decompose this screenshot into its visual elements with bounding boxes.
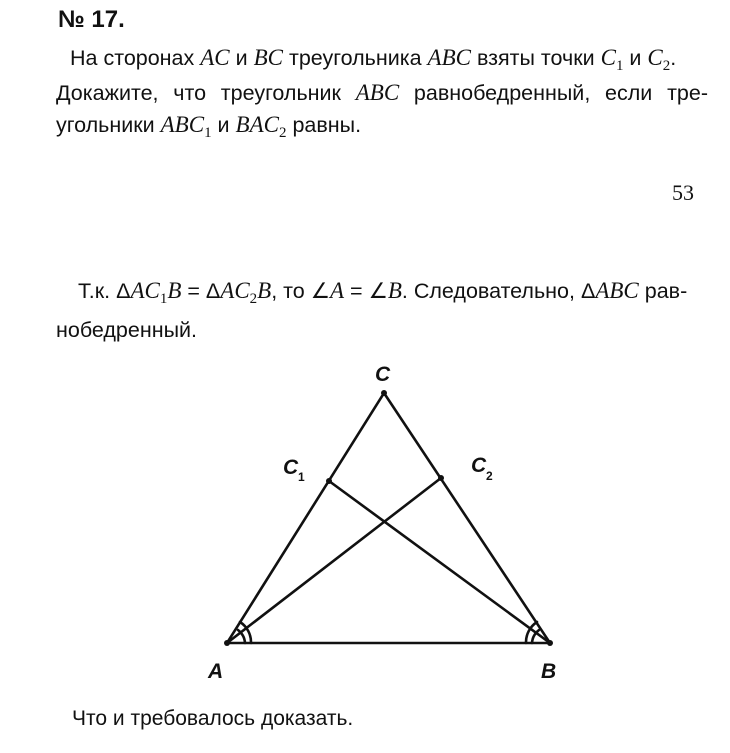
triangle-bac2: $BAC_2$: [235, 112, 287, 141]
word: что: [173, 81, 207, 105]
label-b: B: [541, 660, 557, 683]
label-c1: C: [283, 456, 299, 479]
text-fragment: треугольника: [283, 46, 428, 70]
text-fragment: На сторонах: [70, 46, 201, 70]
text-fragment: и: [211, 113, 236, 137]
segment-a-c2: [227, 478, 441, 643]
conclusion: Что и требовалось доказать.: [72, 707, 354, 730]
angle-b: B: [387, 278, 402, 303]
triangle-abc: ABC: [595, 278, 639, 303]
label-c: C: [375, 363, 391, 386]
text-fragment: и: [229, 46, 254, 70]
word: равнобедренный,: [413, 81, 591, 105]
label-c2: C: [471, 454, 487, 477]
triangle-abc: ABC: [427, 45, 471, 70]
text-fragment: Т.к. Δ: [78, 279, 131, 303]
text-fragment: угольники: [56, 113, 161, 137]
word: если: [605, 81, 653, 105]
page-number: 53: [672, 180, 694, 205]
point-b: [547, 640, 553, 646]
side-ac: [227, 393, 384, 643]
point-a: [224, 640, 230, 646]
text-fragment: равны.: [286, 113, 362, 137]
point-c1: [326, 478, 332, 484]
angle-a-arc-inner: [238, 630, 245, 643]
text-fragment: и: [623, 46, 648, 70]
word: треугольник: [220, 81, 341, 105]
label-c2-sub: 2: [486, 469, 493, 483]
angle-a: A: [330, 278, 345, 303]
solution-line-2: нобедренный.: [56, 318, 198, 342]
word: тре-: [667, 81, 708, 105]
text-fragment: взяты точки: [471, 46, 601, 70]
label-a: A: [208, 660, 224, 683]
text-fragment: .: [670, 46, 677, 70]
point-c: [381, 390, 387, 396]
triangle-abc: ABC: [355, 80, 400, 105]
side-bc: [384, 393, 550, 643]
word: Докажите,: [56, 81, 159, 105]
segment-b-c1: [329, 481, 550, 643]
triangle-ac1b: $AC_1B$: [130, 278, 182, 307]
text-fragment: , то ∠: [271, 279, 330, 303]
point-c2: [438, 475, 444, 481]
label-c1-sub: 1: [298, 470, 305, 484]
triangle-abc1: $ABC_1$: [160, 112, 212, 141]
problem-number: № 17.: [58, 6, 125, 33]
point-c2: $C_2$: [647, 45, 671, 74]
text-fragment: . Следовательно, Δ: [401, 279, 596, 303]
text-fragment: = ∠: [344, 279, 388, 303]
text-fragment: = Δ: [181, 279, 221, 303]
segment-bc: BC: [253, 45, 283, 70]
segment-ac: AC: [200, 45, 230, 70]
triangle-ac2b: $AC_2B$: [220, 278, 272, 307]
text-fragment: рав-: [638, 279, 688, 303]
point-c1: $C_1$: [600, 45, 624, 74]
